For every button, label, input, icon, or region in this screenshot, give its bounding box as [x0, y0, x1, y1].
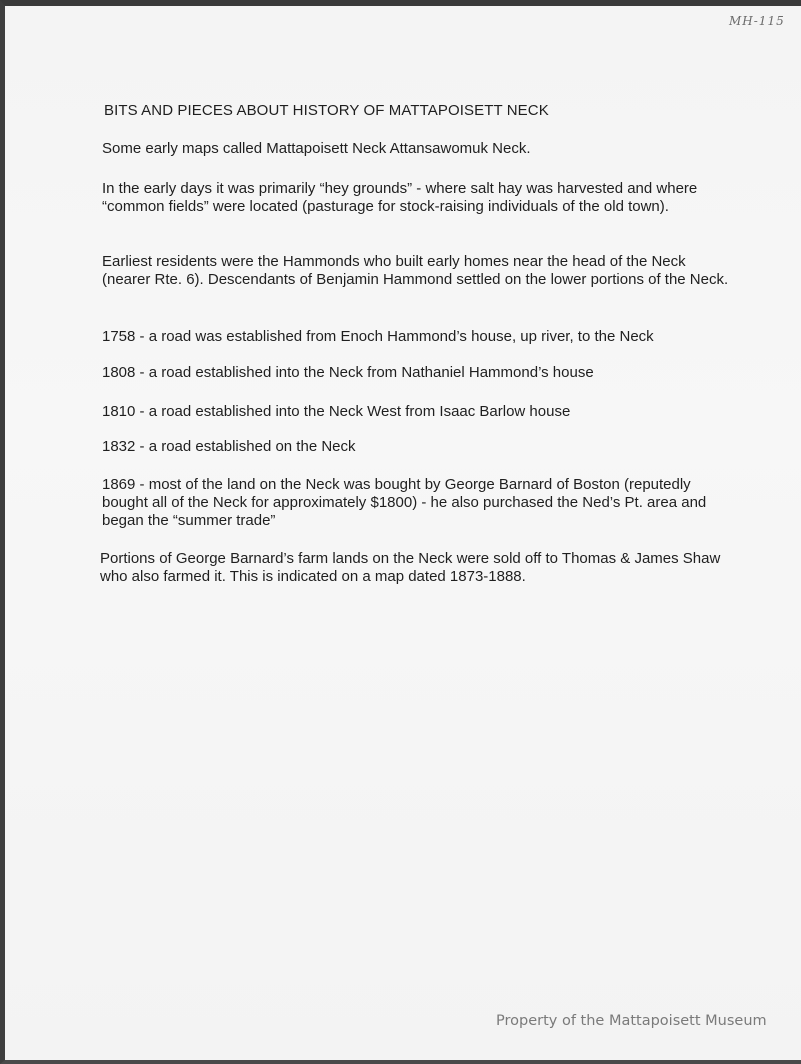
document-title: BITS AND PIECES ABOUT HISTORY OF MATTAPOISETT NECK [104, 102, 549, 119]
paragraph-shaw-farm: Portions of George Barnard’s farm lands on the Neck were sold off to Thomas & James Shaw who also farmed it. This is indicated on a map dated 1873-1888. [100, 550, 721, 585]
paragraph-1808: 1808 - a road established into the Neck from Nathaniel Hammond’s house [102, 364, 594, 381]
paragraph-1832: 1832 - a road established on the Neck [102, 438, 356, 455]
paragraph-earliest-residents: Earliest residents were the Hammonds who built early homes near the head of the Neck (nearer Rte. 6). Descendants of Benjamin Hammond settled on the lower portions of the Neck. [102, 253, 729, 288]
museum-watermark: Property of the Mattapoisett Museum [496, 1013, 767, 1029]
paragraph-1869: 1869 - most of the land on the Neck was bought by George Barnard of Boston (reputedly bought all of the Neck for approximately $1800) - he also purchased the Ned’s Pt. area and began the “summer trade” [102, 476, 707, 529]
paragraph-1758: 1758 - a road was established from Enoch Hammond’s house, up river, to the Neck [102, 328, 654, 345]
paragraph-early-maps: Some early maps called Mattapoisett Neck Attansawomuk Neck. [102, 140, 531, 157]
paragraph-1810: 1810 - a road established into the Neck West from Isaac Barlow house [102, 403, 571, 420]
paragraph-hey-grounds: In the early days it was primarily “hey grounds” - where salt hay was harvested and where “common fields” were located (pasturage for stock-raising individuals of the old town). [102, 180, 698, 215]
handwritten-catalog-number: MH-115 [729, 14, 785, 28]
